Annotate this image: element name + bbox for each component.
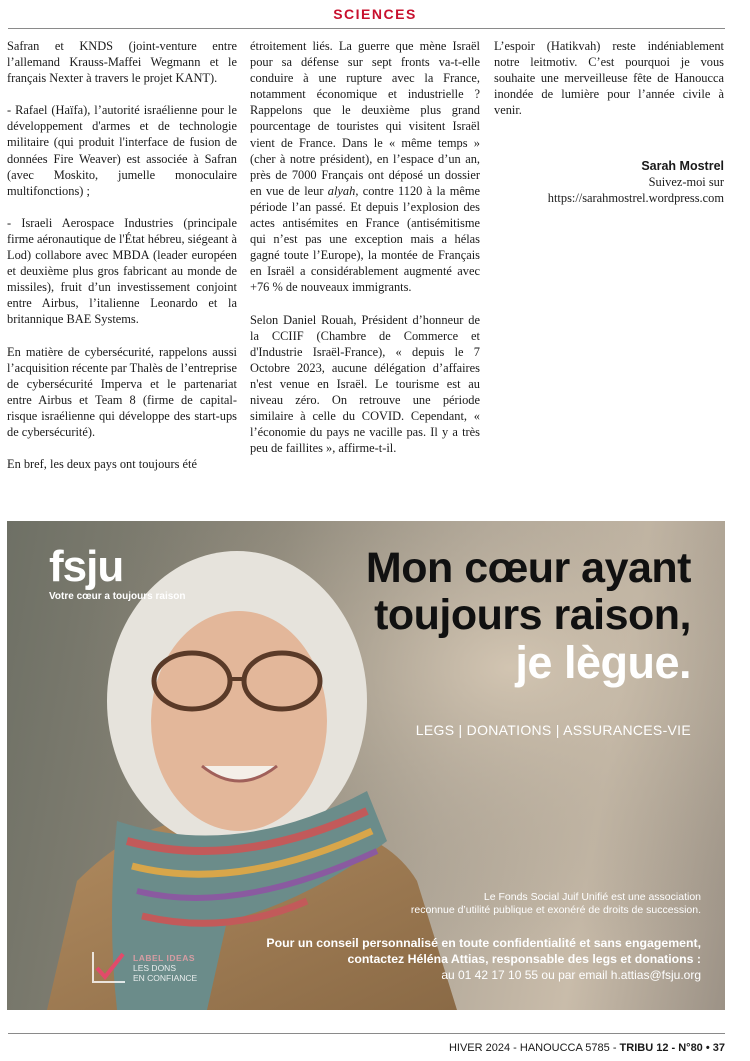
text-run: étroitement liés. La guerre que mène Israël pour sa défense sur sept fronts va-t-elle conduire à une rupture avec la France, notamment économique et industrielle ? Rappelons que le deuxième plus grand pourcentage de touristes qui visitent Israël vient de France. Dans le « même temps » (cher à notre président), en l’espace d’un an, près de 7000 Français ont déposé un dossier en vue de leur [250, 39, 480, 198]
author-url-link[interactable]: https://sarahmostrel.wordpress.com [547, 191, 724, 206]
label-ideas-line: EN CONFIANCE [133, 973, 198, 983]
article-column-2 [250, 38, 480, 472]
article-column-3 [494, 38, 724, 206]
label-ideas-line: LES DONS [133, 963, 176, 973]
label-ideas-checkmark-icon [91, 948, 127, 984]
article-paragraph [250, 38, 480, 296]
author-name: Sarah Mostrel [641, 159, 724, 174]
ad-headline-line: je lègue. [515, 637, 691, 688]
article-paragraph: En matière de cybersécurité, rappelons aussi l’acquisition récente par Thalès de l’entreprise de cybersécurité Imperva et le partenariat entre Airbus et Team 8 (firme de capital-risque israélienne qui développe des start-ups de cybersécurité). [7, 344, 237, 439]
ad-legal-line: Le Fonds Social Juif Unifié est une association [483, 891, 701, 903]
footer-magazine: TRIBU 12 - N°80 • 37 [619, 1042, 725, 1054]
italic-term: alyah [327, 183, 356, 198]
author-signature [494, 158, 724, 206]
article-paragraph: - Israeli Aerospace Industries (principale firme aéronautique de l'État hébreu, siégeant à Lod) collabore avec MBDA (leader européen et deuxième plus gros fabricant au monde de missiles), fruit d’un investissement conjoint entre Airbus, l’italienne Leonardo et la britannique BAE Systems. [7, 215, 237, 327]
footer-rule [8, 1033, 725, 1034]
ad-contact-line: Pour un conseil personnalisé en toute confidentialité et sans engagement, [266, 936, 701, 950]
label-ideas-title: LABEL IDEAS [133, 953, 196, 963]
page-footer [449, 1042, 725, 1054]
fsju-tagline: Votre cœur a toujours raison [49, 591, 186, 602]
section-header: SCIENCES [333, 6, 417, 22]
article-column-1 [7, 38, 237, 488]
ad-contact-line: contactez Héléna Attias, responsable des legs et donations : [347, 952, 701, 966]
follow-text: Suivez-moi sur [648, 175, 724, 190]
ad-services: LEGS | DONATIONS | ASSURANCES-VIE [415, 722, 691, 738]
ad-legal-notice [411, 891, 701, 917]
ad-headline [366, 545, 691, 686]
ad-contact [266, 935, 701, 983]
ad-legal-line: reconnue d’utilité publique et exonéré de droits de succession. [410, 904, 701, 916]
header-rule [8, 28, 725, 29]
text-run: , contre 1120 à la même période l’an passé. Et depuis l’explosion des actes antisémites en France (antisémitisme qui n’est pas une exception mais a hélas gagné toute l’Europe), la montée de Français en Israël a considérablement augmenté avec +76 % de nouveaux immigrants. [250, 183, 480, 295]
ad-headline-line: toujours raison, [374, 591, 691, 639]
footer-issue: HIVER 2024 - HANOUCCA 5785 - [448, 1042, 620, 1054]
ad-headline-line: Mon cœur ayant [365, 544, 691, 592]
fsju-advertisement [7, 521, 725, 1010]
article-paragraph: - Rafael (Haïfa), l’autorité israélienne pour le développement d'armes et de technologie militaire (qui produit l'interface de fusion de données Fire Weaver) est associée à Safran (avec Moskito, jumelle monoculaire multifonctions) ; [7, 103, 237, 198]
article-paragraph: L’espoir (Hatikvah) reste indéniablement notre leitmotiv. C’est pourquoi je vous souhaite une merveilleuse fête de Hanoucca inondée de lumière pour l’année civile à venir. [494, 39, 724, 118]
article-paragraph: Safran et KNDS (joint-venture entre l’allemand Krauss-Maffei Wegmann et le français Nexter à travers le projet KANT). [7, 39, 237, 86]
label-ideas [133, 953, 197, 983]
ad-contact-details: au 01 42 17 10 55 ou par email h.attias@fsju.org [441, 968, 701, 982]
fsju-logo-word: fsju [49, 542, 124, 591]
article-paragraph: Selon Daniel Rouah, Président d’honneur de la CCIIF (Chambre de Commerce et d'Industrie Israël-France), « depuis le 7 Octobre 2023, aucune délégation d’affaires n'est venue en Israël. Le tourisme est au niveau zéro. On retrouve une période similaire à celle du COVID. Cependant, « l’économie du pays ne vacille pas. Il y a très peu de faillites », affirme-t-il. [250, 312, 480, 456]
article-paragraph: En bref, les deux pays ont toujours été [7, 457, 197, 472]
fsju-logo [49, 542, 186, 602]
